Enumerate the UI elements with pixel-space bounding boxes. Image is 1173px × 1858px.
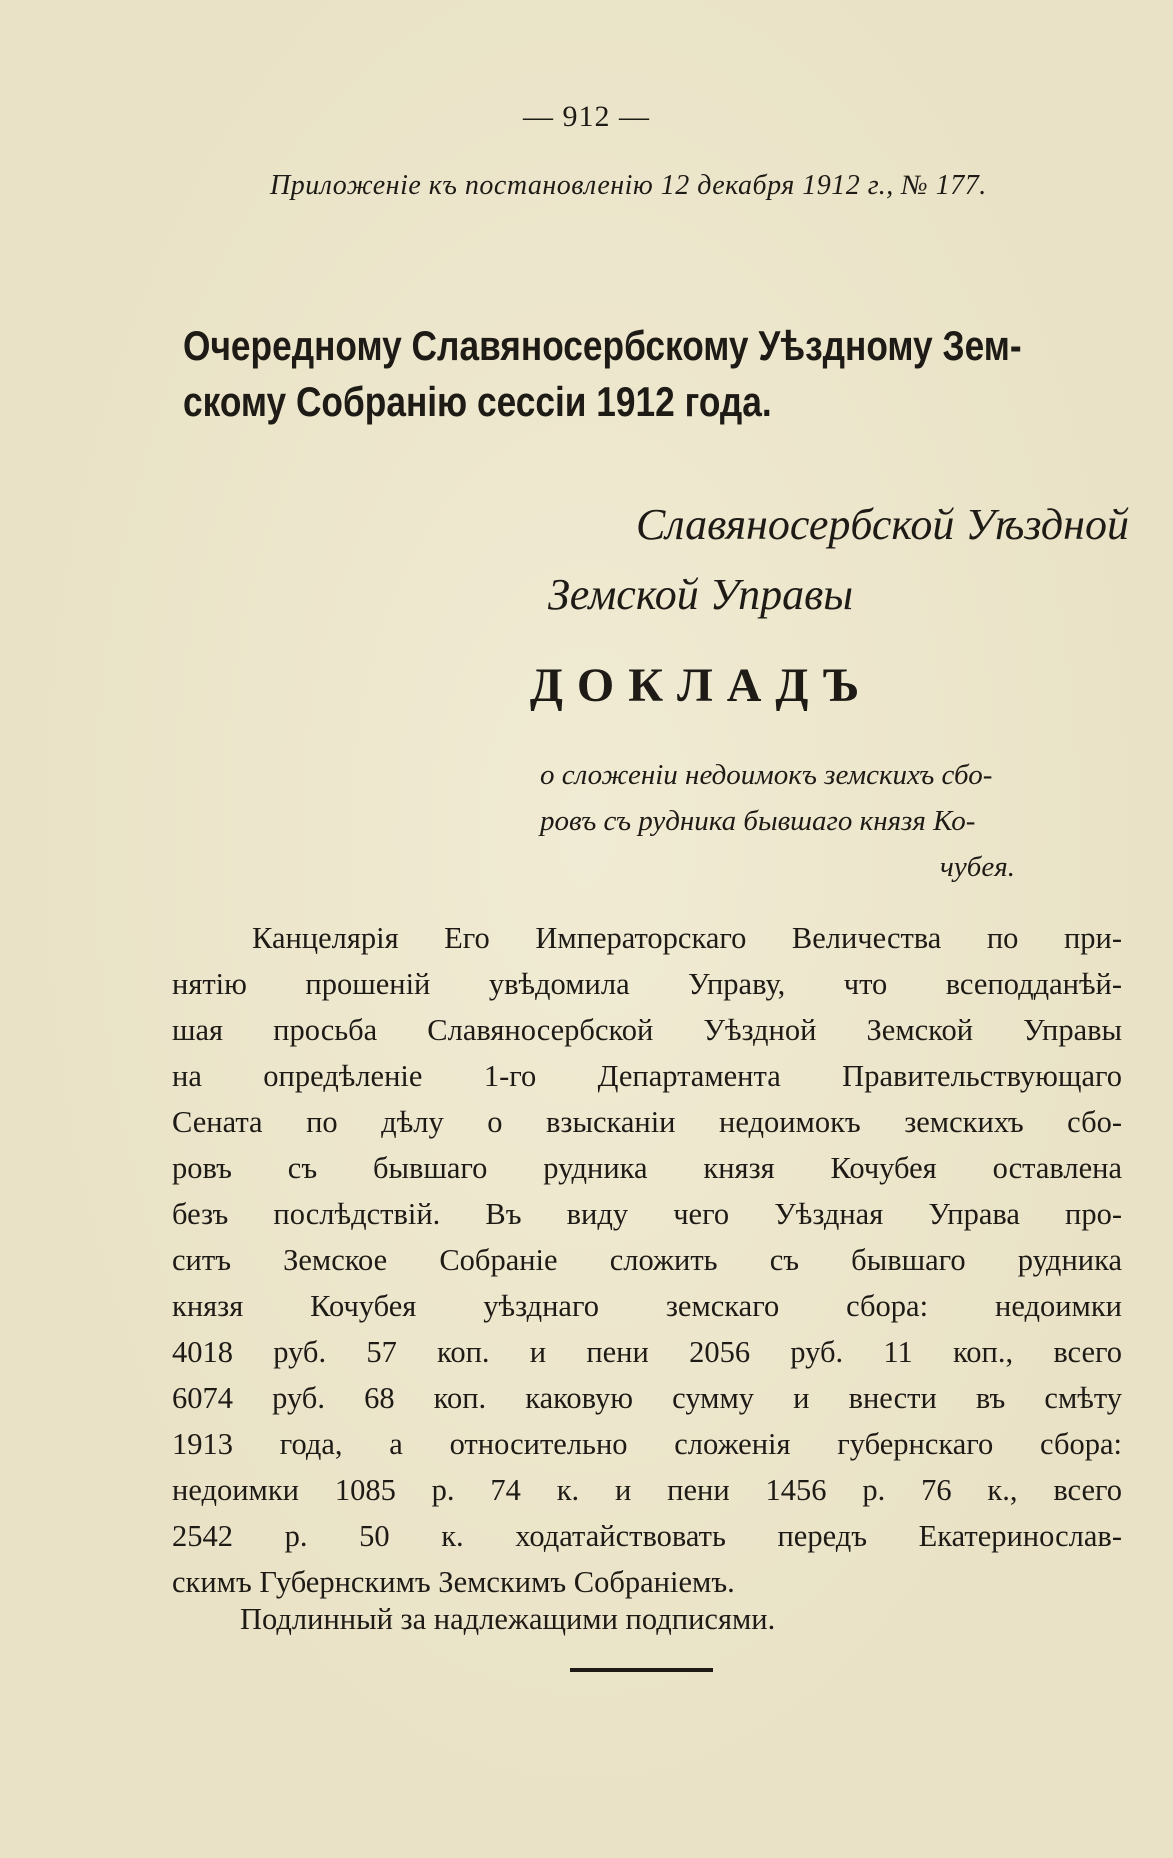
page-number: — 912 — — [523, 100, 650, 133]
body-line: ровъ съ бывшаго рудника князя Кочубея оставлена — [172, 1151, 1122, 1185]
body-line: 2542 р. 50 к. ходатайствовать передъ Екатеринослав- — [172, 1519, 1122, 1553]
issuer-line: Славяносербской Уѣздной — [636, 500, 1129, 549]
body-line: на опредѣленіе 1-го Департамента Правительствующаго — [172, 1059, 1122, 1093]
body-line: князя Кочубея уѣзднаго земскаго сбора: недоимки — [172, 1289, 1122, 1323]
issuer-line: Земской Управы — [548, 570, 854, 619]
heading-line: Очередному Славяносербскому Уѣздному Зем- — [183, 322, 1022, 369]
body-line: шая просьба Славяносербской Уѣздной Земской Управы — [172, 1013, 1122, 1047]
end-rule — [570, 1668, 713, 1672]
body-line: 1913 года, а относительно сложенія губернскаго сбора: — [172, 1427, 1122, 1461]
body-line: недоимки 1085 р. 74 к. и пени 1456 р. 76 к., всего — [172, 1473, 1122, 1507]
document-type: ДОКЛАДЪ — [529, 659, 874, 712]
subject — [540, 752, 1135, 890]
body-line: скимъ Губернскимъ Земскимъ Собраніемъ. — [172, 1565, 735, 1599]
subject-line: ровъ съ рудника бывшаго князя Ко- — [540, 805, 976, 837]
body-line: Сената по дѣлу о взысканіи недоимокъ земскихъ сбо- — [172, 1105, 1122, 1139]
subject-line: о сложеніи недоимокъ земскихъ сбо- — [540, 759, 993, 791]
appendix-note: Приложеніе къ постановленію 12 декабря 1912 г., № 177. — [270, 170, 987, 201]
issuer — [540, 490, 1135, 630]
subject-line: чубея. — [940, 851, 1015, 883]
body-line: ситъ Земское Собраніе сложить съ бывшаго рудника — [172, 1243, 1122, 1277]
heading — [183, 318, 1132, 430]
body-line: безъ послѣдствій. Въ виду чего Уѣздная Управа про- — [172, 1197, 1122, 1231]
body-line: 4018 руб. 57 коп. и пени 2056 руб. 11 коп., всего — [172, 1335, 1122, 1369]
body-text — [172, 915, 1122, 1605]
body-line: нятію прошеній увѣдомила Управу, что всеподданѣй- — [172, 967, 1122, 1001]
body-line: Канцелярія Его Императорскаго Величества по при- — [252, 921, 1122, 955]
heading-line: скому Собранію сессіи 1912 года. — [183, 378, 772, 425]
body-line: 6074 руб. 68 коп. каковую сумму и внести въ смѣту — [172, 1381, 1122, 1415]
closing-note: Подлинный за надлежащими подписями. — [240, 1602, 776, 1636]
